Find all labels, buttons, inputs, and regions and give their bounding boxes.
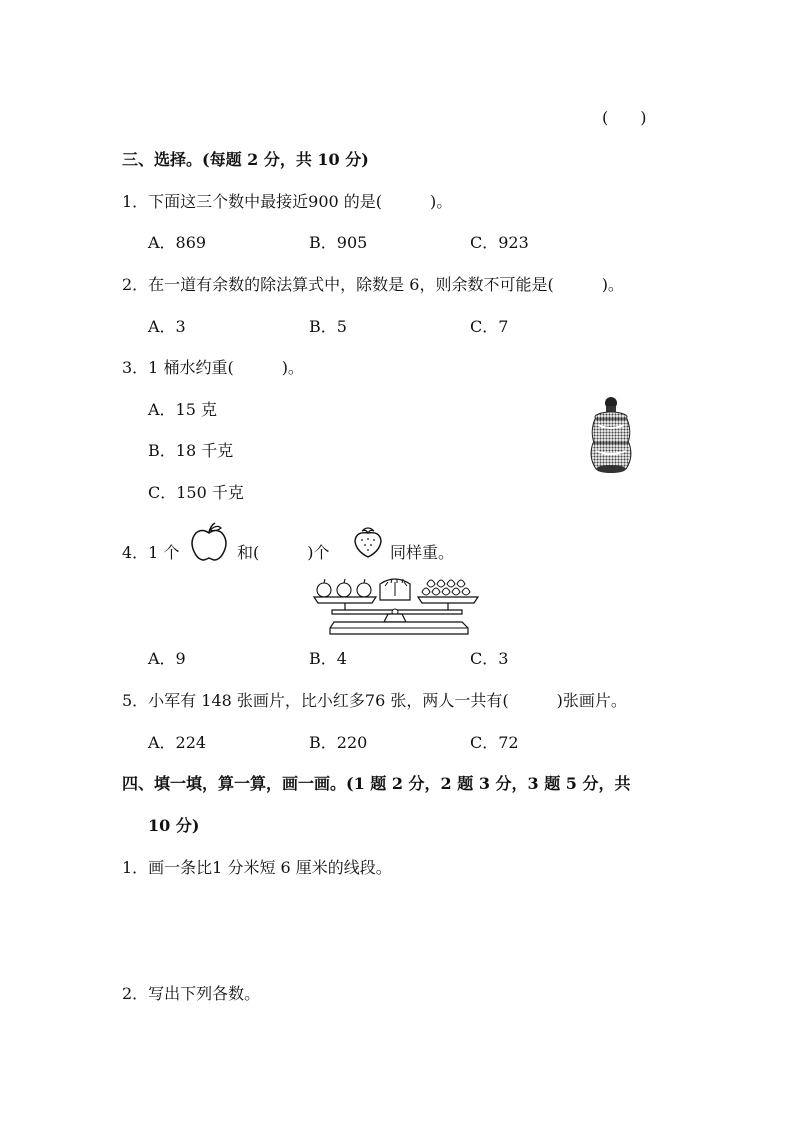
q2-option-c[interactable]: C．7 [470, 317, 509, 336]
balance-scale-illustration [312, 570, 482, 638]
q3-option-c[interactable]: C．150 千克 [148, 483, 244, 502]
q1-option-a[interactable]: A．869 [148, 233, 207, 252]
q3-option-a[interactable]: A．15 克 [148, 400, 218, 419]
answer-paren: ( ) [602, 108, 647, 127]
section4-title-cont: 10 分) [148, 816, 200, 835]
strawberry-icon [352, 525, 384, 559]
question-4-part3: 同样重。 [390, 543, 455, 562]
water-bucket-illustration [584, 395, 640, 475]
question-2: 2．在一道有余数的除法算式中，除数是 6，则余数不可能是( )。 [122, 275, 624, 294]
question-4-part2: 和( )个 [237, 543, 330, 562]
section4-title: 四、填一填，算一算，画一画。(1 题 2 分，2 题 3 分，3 题 5 分，共 [122, 774, 631, 793]
q5-option-a[interactable]: A．224 [148, 733, 207, 752]
section3-title: 三、选择。(每题 2 分，共 10 分) [122, 150, 369, 169]
q2-option-b[interactable]: B．5 [309, 317, 347, 336]
q1-option-b[interactable]: B．905 [309, 233, 368, 252]
question-3: 3．1 桶水约重( )。 [122, 358, 304, 377]
q4-option-b[interactable]: B．4 [309, 649, 347, 668]
q4-option-c[interactable]: C．3 [470, 649, 509, 668]
q5-option-b[interactable]: B．220 [309, 733, 368, 752]
q3-option-b[interactable]: B．18 千克 [148, 441, 234, 460]
q5-option-c[interactable]: C．72 [470, 733, 519, 752]
section4-question-2: 2．写出下列各数。 [122, 984, 261, 1003]
question-1: 1．下面这三个数中最接近900 的是( )。 [122, 192, 453, 211]
question-4-part1: 4．1 个 [122, 543, 180, 562]
apple-icon [190, 522, 228, 562]
question-5: 5．小军有 148 张画片，比小红多76 张，两人一共有( )张画片。 [122, 691, 627, 710]
q2-option-a[interactable]: A．3 [148, 317, 186, 336]
section4-question-1: 1．画一条比1 分米短 6 厘米的线段。 [122, 858, 392, 877]
q4-option-a[interactable]: A．9 [148, 649, 186, 668]
q1-option-c[interactable]: C．923 [470, 233, 529, 252]
